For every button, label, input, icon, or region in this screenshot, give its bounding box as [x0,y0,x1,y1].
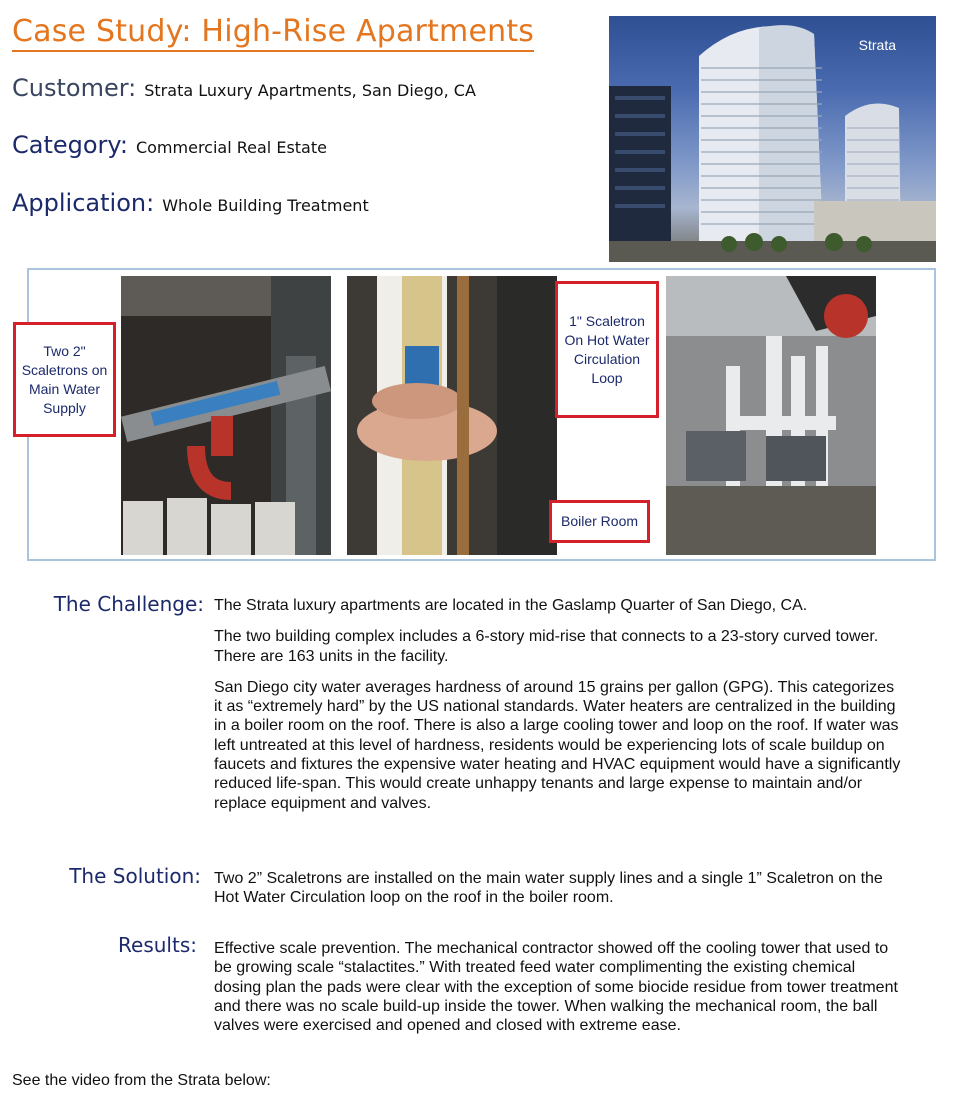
results-text: Effective scale prevention. The mechanical contractor showed off the cooling tower that used to be growing scale “stalactites.” With treated feed water complimenting the existing chemical dosing plan the pads were clear with the exception of some biocide residue from tower treatment and there was no scale build-up inside the tower. When walking the mechanical room, the ball valves were exercised and opened and closed with extreme ease. [214,940,898,1035]
challenge-body [214,596,904,825]
application-label: Application: [12,189,155,217]
page-title: Case Study: High-Rise Apartments [12,14,534,52]
challenge-paragraph-1: The Strata luxury apartments are located in the Gaslamp Quarter of San Diego, CA. [214,597,808,614]
boiler-room-photo [666,276,876,555]
customer-row [12,74,476,102]
results-body [214,939,904,1047]
category-value: Commercial Real Estate [135,138,327,157]
challenge-paragraph-3: San Diego city water averages hardness of around 15 grains per gallon (GPG). This categorizes it as “extremely hard” by the US national standards. Water heaters are centralized in the building in a boiler room on the roof. There is also a large cooling tower and loop on the roof. If water was left untreated at this level of hardness, residents would be experiencing lots of scale buildup on faucets and fixtures the expensive water heating and HVAC equipment would have a significantly reduced life-span. This would create unhappy tenants and large expense to maintain and/or replace equipment and valves. [214,678,901,812]
solution-body [214,869,904,920]
boiler-room-illustration [666,276,876,555]
pipes-illustration [121,276,331,555]
main-supply-photo [121,276,331,555]
building-photo [609,16,936,262]
challenge-heading: The Challenge: [53,592,204,616]
callout-boiler-room: Boiler Room [549,500,650,543]
hot-water-loop-photo [347,276,557,555]
challenge-paragraph-2: The two building complex includes a 6-story mid-rise that connects to a 23-story curved tower. There are 163 units in the facility. [214,628,879,665]
application-row [12,189,369,217]
solution-heading: The Solution: [69,864,201,888]
callout-hot-water-loop: 1" Scaletron On Hot Water Circulation Loop [555,281,659,418]
category-label: Category: [12,131,128,159]
category-row [12,131,327,159]
customer-value: Strata Luxury Apartments, San Diego, CA [144,81,476,100]
insulated-pipe-illustration [347,276,557,555]
application-value: Whole Building Treatment [162,196,369,215]
solution-text: Two 2” Scaletrons are installed on the main water supply lines and a single 1” Scaletron on the Hot Water Circulation loop on the roof in the boiler room. [214,870,883,907]
hero-label: Strata [858,37,896,53]
customer-label: Customer: [12,74,137,102]
results-heading: Results: [118,933,197,957]
video-note: See the video from the Strata below: [12,1072,271,1089]
callout-main-supply: Two 2" Scaletrons on Main Water Supply [13,322,116,437]
